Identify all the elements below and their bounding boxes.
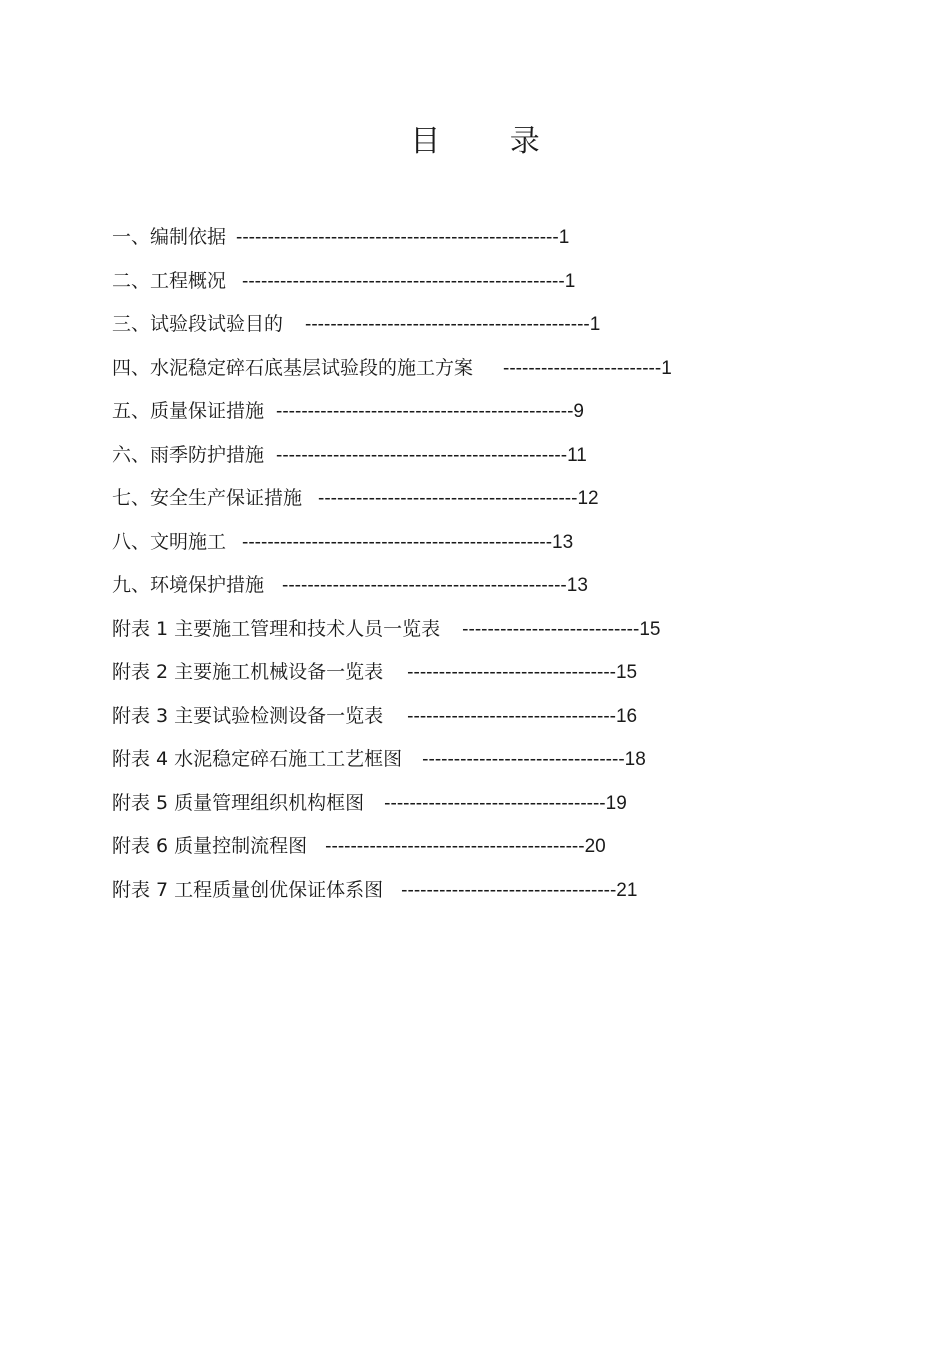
toc-page-number: 21 (616, 879, 638, 901)
toc-page-number: 1 (589, 314, 601, 335)
toc-page-number: 13 (566, 575, 588, 596)
toc-leader-dots: ---------------------------------- (401, 879, 617, 901)
toc-leader-dots: ---------------------------------------------- (276, 444, 568, 466)
toc-entry[interactable] (112, 788, 672, 832)
toc-entry-label: 五、质量保证措施 (112, 400, 265, 422)
toc-page-number: 20 (584, 836, 606, 857)
toc-page-number: 11 (567, 444, 587, 466)
toc-entry[interactable] (112, 309, 672, 353)
toc-entry-label: 八、文明施工 (112, 530, 227, 553)
toc-page-number: 1 (564, 270, 576, 292)
page-title: 目 录 (410, 124, 570, 159)
toc-entry-label: 附表 2 主要施工机械设备一览表 (112, 661, 384, 683)
toc-entry-label: 一、编制依据 (112, 226, 227, 248)
toc-entry-label: 附表 1 主要施工管理和技术人员一览表 (112, 617, 441, 640)
toc-page-number: 15 (639, 618, 661, 640)
toc-entry-label: 三、试验段试验目的 (112, 313, 284, 335)
toc-entry[interactable] (112, 614, 672, 658)
toc-entry[interactable] (112, 483, 672, 527)
toc-entry-label: 附表 5 质量管理组织机构框图 (112, 791, 365, 814)
toc-leader-dots: ----------------------------------- (384, 792, 606, 814)
toc-entry[interactable] (112, 266, 672, 310)
toc-entry[interactable] (112, 440, 672, 484)
toc-leader-dots: -------------------------------- (422, 749, 625, 770)
toc-entry[interactable] (112, 353, 672, 397)
toc-leader-dots: --------------------------------------------- (305, 314, 590, 335)
toc-page-number: 1 (558, 227, 570, 248)
toc-entry[interactable] (112, 831, 672, 875)
toc-list (112, 222, 672, 918)
toc-entry-label: 二、工程概况 (112, 269, 227, 292)
toc-page-number: 15 (615, 662, 638, 683)
toc-entry-label: 附表 3 主要试验检测设备一览表 (112, 704, 384, 727)
toc-entry-label: 九、环境保护措施 (112, 574, 265, 596)
toc-leader-dots: ---------------------------- (462, 618, 640, 640)
toc-entry[interactable] (112, 527, 672, 571)
toc-entry-label: 六、雨季防护措施 (112, 443, 265, 466)
toc-leader-dots: ----------------------------------------- (318, 488, 578, 509)
toc-entry-label: 四、水泥稳定碎石底基层试验段的施工方案 (112, 356, 474, 379)
toc-leader-dots: ------------------------------------------------- (242, 531, 553, 553)
toc-leader-dots: --------------------------------- (407, 662, 616, 683)
toc-leader-dots: ------------------------- (503, 357, 662, 379)
toc-entry[interactable] (112, 875, 672, 919)
toc-entry-label: 附表 4 水泥稳定碎石施工工艺框图 (112, 748, 403, 770)
toc-entry-label: 附表 7 工程质量创优保证体系图 (112, 878, 384, 901)
toc-leader-dots: ----------------------------------------- (325, 836, 585, 857)
toc-leader-dots: --------------------------------------------------- (242, 270, 565, 292)
toc-entry-label: 附表 6 质量控制流程图 (112, 835, 308, 857)
toc-page-number: 12 (577, 488, 599, 509)
toc-entry[interactable] (112, 744, 672, 788)
toc-page-number: 18 (624, 749, 646, 770)
toc-entry[interactable] (112, 657, 672, 701)
toc-page-number: 13 (552, 531, 574, 553)
toc-entry[interactable] (112, 701, 672, 745)
toc-entry-label: 七、安全生产保证措施 (112, 487, 303, 509)
toc-leader-dots: --------------------------------- (407, 705, 616, 727)
toc-page-number: 1 (661, 357, 672, 379)
toc-leader-dots: --------------------------------------------------- (236, 227, 559, 248)
toc-page-number: 19 (605, 792, 627, 814)
toc-page-number: 9 (573, 401, 584, 422)
toc-leader-dots: ----------------------------------------------- (276, 401, 574, 422)
toc-entry[interactable] (112, 222, 672, 266)
toc-page-number: 16 (615, 705, 638, 727)
toc-entry[interactable] (112, 570, 672, 614)
toc-leader-dots: --------------------------------------------- (282, 575, 567, 596)
toc-entry[interactable] (112, 396, 672, 440)
